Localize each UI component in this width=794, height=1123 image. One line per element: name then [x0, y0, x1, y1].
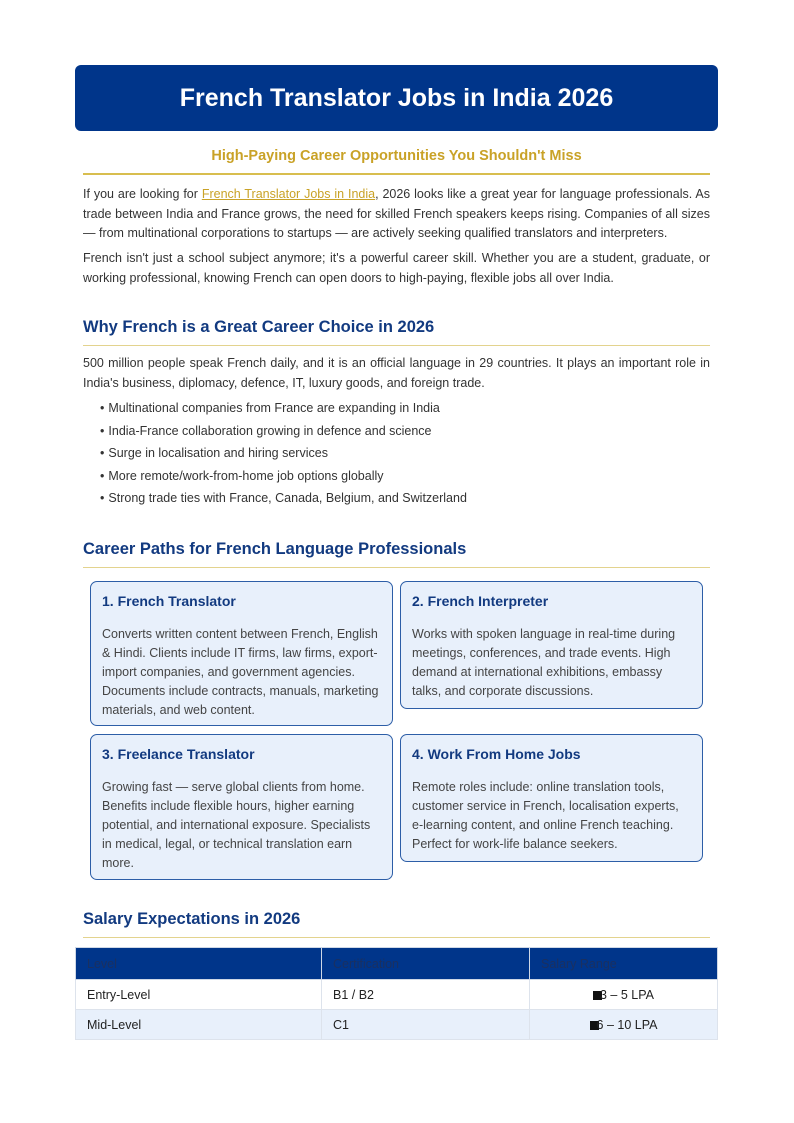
why-french-paragraph: 500 million people speak French daily, and it is an official language in 29 countries. It plays an important role in India's business, diplomacy, defence, IT, luxury goods, and foreign trade. — [83, 356, 710, 390]
salary-range-value: 6 – 10 LPA — [596, 1017, 658, 1032]
list-item — [100, 489, 467, 512]
bullet-icon: • — [100, 423, 105, 438]
cell-level: Entry-Level — [76, 980, 322, 1010]
career-card-work-from-home — [400, 734, 703, 862]
list-item — [100, 444, 467, 467]
career-card-freelance-translator — [90, 734, 393, 880]
intro-paragraph-1 — [83, 185, 710, 244]
salary-divider — [83, 937, 710, 938]
career-card-title: 4. Work From Home Jobs — [412, 746, 581, 762]
title-banner — [75, 65, 718, 131]
intro-text-after-link: , 2026 looks like a great year for language professionals. As trade between India and France grows, the need for skilled French speakers keeps rising. Companies of all sizes — from multinational corporations to startups — are actively seeking qualified translators and interpreters. — [83, 187, 710, 240]
cell-certification: B1 / B2 — [322, 980, 530, 1010]
career-paths-heading: Career Paths for French Language Professionals — [83, 540, 467, 558]
column-header-level: Level — [76, 948, 322, 980]
cell-level: Mid-Level — [76, 1010, 322, 1040]
list-item-text: Multinational companies from France are expanding in India — [108, 401, 440, 415]
why-french-divider — [83, 345, 710, 346]
career-card-body: Growing fast — serve global clients from home. Benefits include flexible hours, higher earning potential, and international exposure. Specialists in medical, legal, or technical translation earn more. — [102, 780, 371, 870]
why-french-heading: Why French is a Great Career Choice in 2026 — [83, 318, 435, 336]
why-french-bullet-list — [100, 399, 467, 512]
career-card-body: Converts written content between French, English & Hindi. Clients include IT firms, law firms, export-import companies, and government agencies. Documents include contracts, manuals, marketing materials, and web content. — [102, 627, 379, 717]
cell-salary-range — [530, 980, 718, 1010]
list-item-text: More remote/work-from-home job options globally — [108, 468, 384, 483]
column-header-certification: Certification — [322, 948, 530, 980]
salary-table — [75, 947, 718, 1040]
salary-range-value: 3 – 5 LPA — [600, 987, 654, 1002]
career-card-title: 2. French Interpreter — [412, 593, 549, 609]
cell-salary-range — [530, 1010, 718, 1040]
career-paths-divider — [83, 567, 710, 568]
career-card-body: Works with spoken language in real-time during meetings, conferences, and trade events. High demand at international exhibitions, embassy talks, and corporate discussions. — [412, 627, 676, 698]
column-header-salary-range: Salary Range — [530, 948, 718, 980]
bullet-icon: • — [100, 491, 105, 506]
table-row — [76, 980, 718, 1010]
career-card-title: 3. Freelance Translator — [102, 746, 255, 762]
bullet-icon: • — [100, 401, 105, 415]
bullet-icon: • — [100, 446, 105, 461]
french-translator-jobs-link[interactable]: French Translator Jobs in India — [201, 187, 376, 201]
list-item — [100, 467, 467, 490]
table-header-row — [76, 948, 718, 980]
list-item-text: India-France collaboration growing in defence and science — [108, 423, 432, 438]
list-item-text: Strong trade ties with France, Canada, Belgium, and Switzerland — [108, 491, 467, 506]
list-item — [100, 422, 467, 445]
bullet-icon: • — [100, 468, 105, 483]
intro-text-before-link: If you are looking for — [83, 187, 202, 201]
list-item — [100, 399, 467, 422]
career-card-french-interpreter — [400, 581, 703, 709]
intro-paragraph-2: French isn't just a school subject anymore; it's a powerful career skill. Whether you are a student, graduate, or working professional, knowing French can open doors to high-paying, flexible jobs all over India. — [83, 251, 710, 285]
career-card-body: Remote roles include: online translation tools, customer service in French, localisation experts, e-learning content, and online French teaching. Perfect for work-life balance seekers. — [412, 780, 679, 851]
page-title: French Translator Jobs in India 2026 — [179, 83, 614, 112]
subtitle-divider — [83, 173, 710, 175]
list-item-text: Surge in localisation and hiring services — [108, 446, 328, 461]
cell-certification: C1 — [322, 1010, 530, 1040]
career-card-french-translator — [90, 581, 393, 726]
page-subtitle: High-Paying Career Opportunities You Shouldn't Miss — [211, 148, 582, 164]
career-card-title: 1. French Translator — [102, 593, 236, 609]
salary-heading: Salary Expectations in 2026 — [83, 910, 301, 928]
table-row — [76, 1010, 718, 1040]
